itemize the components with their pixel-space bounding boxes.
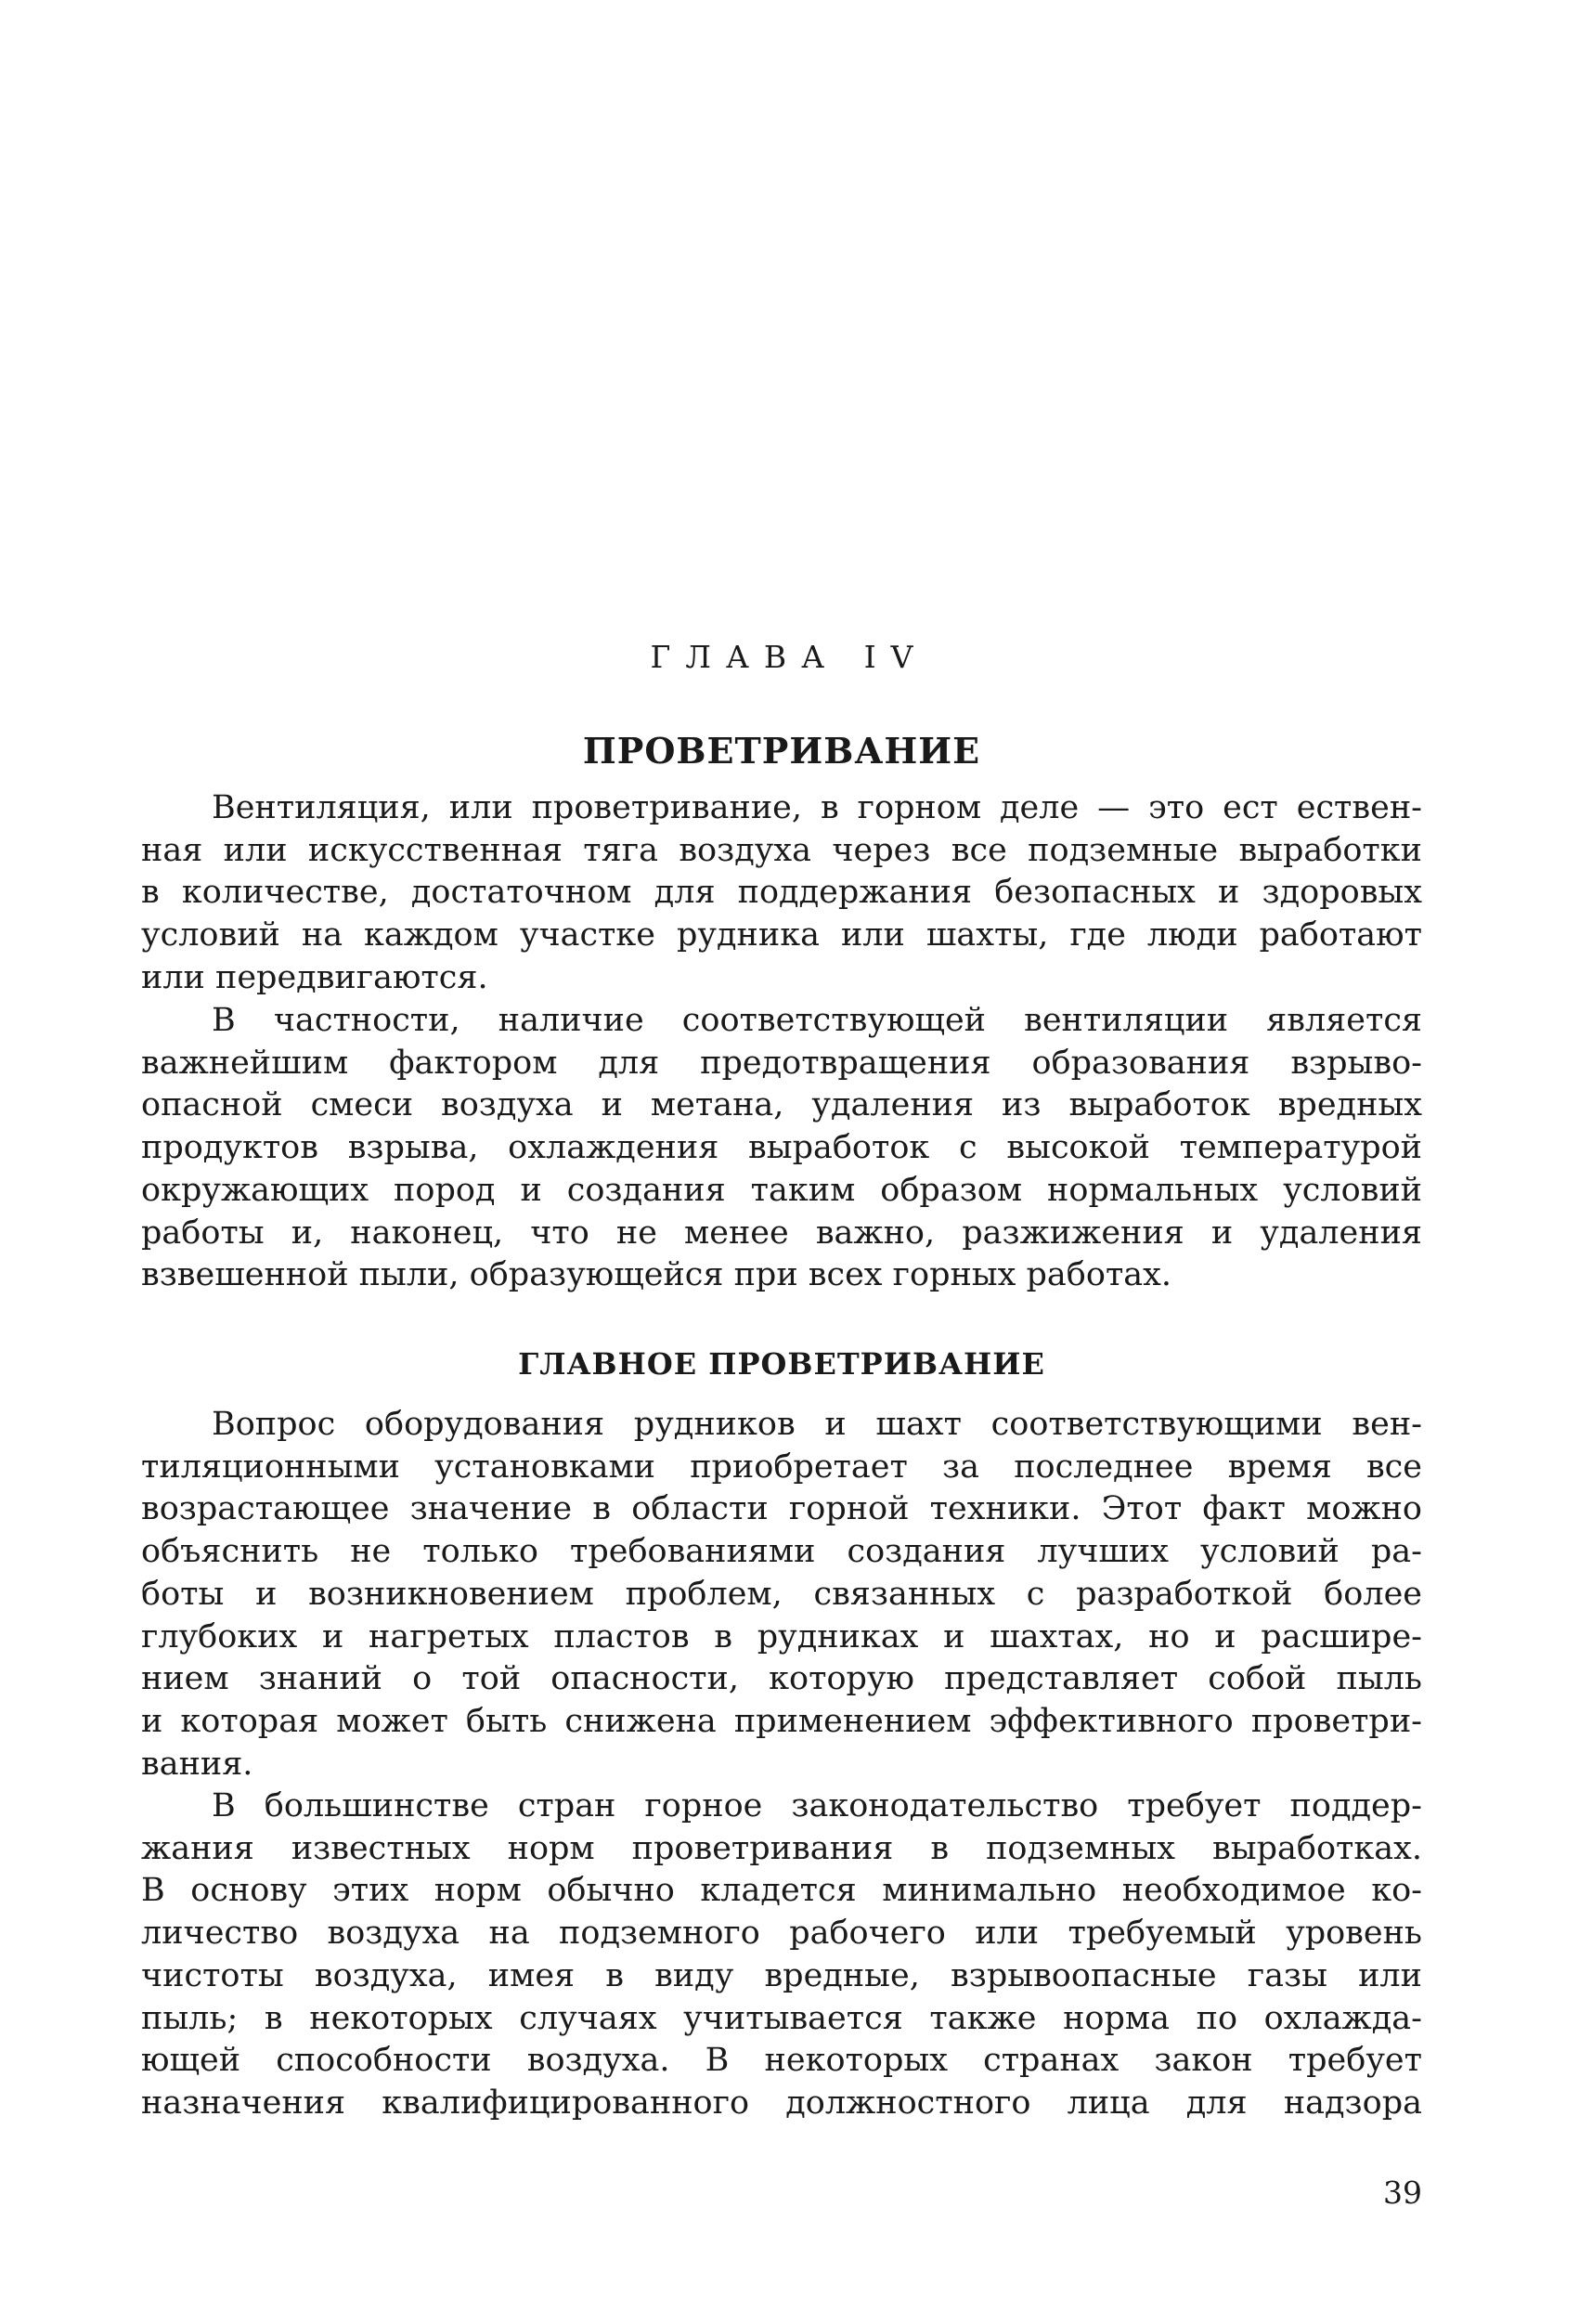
section-paragraph-1 [141, 1404, 1422, 1785]
text-line: и которая может быть снижена применением эффективного проветри- [141, 1702, 1422, 1740]
text-line: условий на каждом участке рудника или шахты, где люди работают [141, 916, 1422, 954]
text-line: нием знаний о той опасности, которую представляет собой пыль [141, 1660, 1422, 1698]
text-line: В основу этих норм обычно кладется минимально необходимое ко- [141, 1872, 1422, 1910]
text-line: личество воздуха на подземного рабочего или требуемый уровень [141, 1915, 1422, 1953]
text-line: боты и возникновением проблем, связанных с разработкой более [141, 1575, 1422, 1613]
section-paragraph-2 [141, 1785, 1422, 2125]
text-line: возрастающее значение в области горной техники. Этот факт можно [141, 1490, 1422, 1528]
text-line: опасной смеси воздуха и метана, удаления из выработок вредных [141, 1086, 1422, 1124]
text-line: важнейшим фактором для предотвращения образования взрыво- [141, 1044, 1422, 1082]
text-line: в количестве, достаточном для поддержания безопасных и здоровых [141, 874, 1422, 912]
intro-paragraph-1 [141, 787, 1422, 1000]
text-line: ющей способности воздуха. В некоторых странах закон требует [141, 2042, 1422, 2080]
text-line: пыль; в некоторых случаях учитывается также норма по охлажда- [141, 1999, 1422, 2037]
text-line: объяснить не только требованиями создания лучших условий ра- [141, 1533, 1422, 1571]
text-line: вания. [141, 1745, 253, 1783]
text-line: работы и, наконец, что не менее важно, разжижения и удаления [141, 1214, 1422, 1252]
text-line: Вентиляция, или проветривание, в горном деле — это ест ествен- [212, 789, 1422, 826]
chapter-label: ГЛАВА IV [650, 639, 928, 675]
book-page [141, 0, 1422, 2324]
text-line: тиляционными установками приобретает за последнее время все [141, 1448, 1422, 1486]
text-line: глубоких и нагретых пластов в рудниках и шахтах, но и расшире- [141, 1617, 1422, 1655]
page-number: 39 [1383, 2175, 1422, 2211]
text-line: ная или искусственная тяга воздуха через все подземные выработки [141, 831, 1422, 869]
text-line: или передвигаются. [141, 958, 488, 996]
text-line: В большинстве стран горное законодательство требует поддер- [212, 1787, 1422, 1824]
text-line: Вопрос оборудования рудников и шахт соответствующими вен- [212, 1406, 1422, 1443]
text-line: назначения квалифицированного должностного лица для надзора [141, 2084, 1422, 2122]
text-line: взвешенной пыли, образующейся при всех горных работах. [141, 1256, 1172, 1294]
section-title: ГЛАВНОЕ ПРОВЕТРИВАНИЕ [518, 1346, 1045, 1382]
text-line: В частности, наличие соответствующей вентиляции является [212, 1002, 1422, 1039]
chapter-title: ПРОВЕТРИВАНИЕ [582, 730, 981, 772]
text-line: чистоты воздуха, имея в виду вредные, взрывоопасные газы или [141, 1956, 1422, 1994]
text-line: продуктов взрыва, охлаждения выработок с высокой температурой [141, 1129, 1422, 1167]
intro-paragraph-2 [141, 1000, 1422, 1297]
text-line: жания известных норм проветривания в подземных выработках. [141, 1829, 1422, 1867]
text-line: окружающих пород и создания таким образом нормальных условий [141, 1171, 1422, 1209]
